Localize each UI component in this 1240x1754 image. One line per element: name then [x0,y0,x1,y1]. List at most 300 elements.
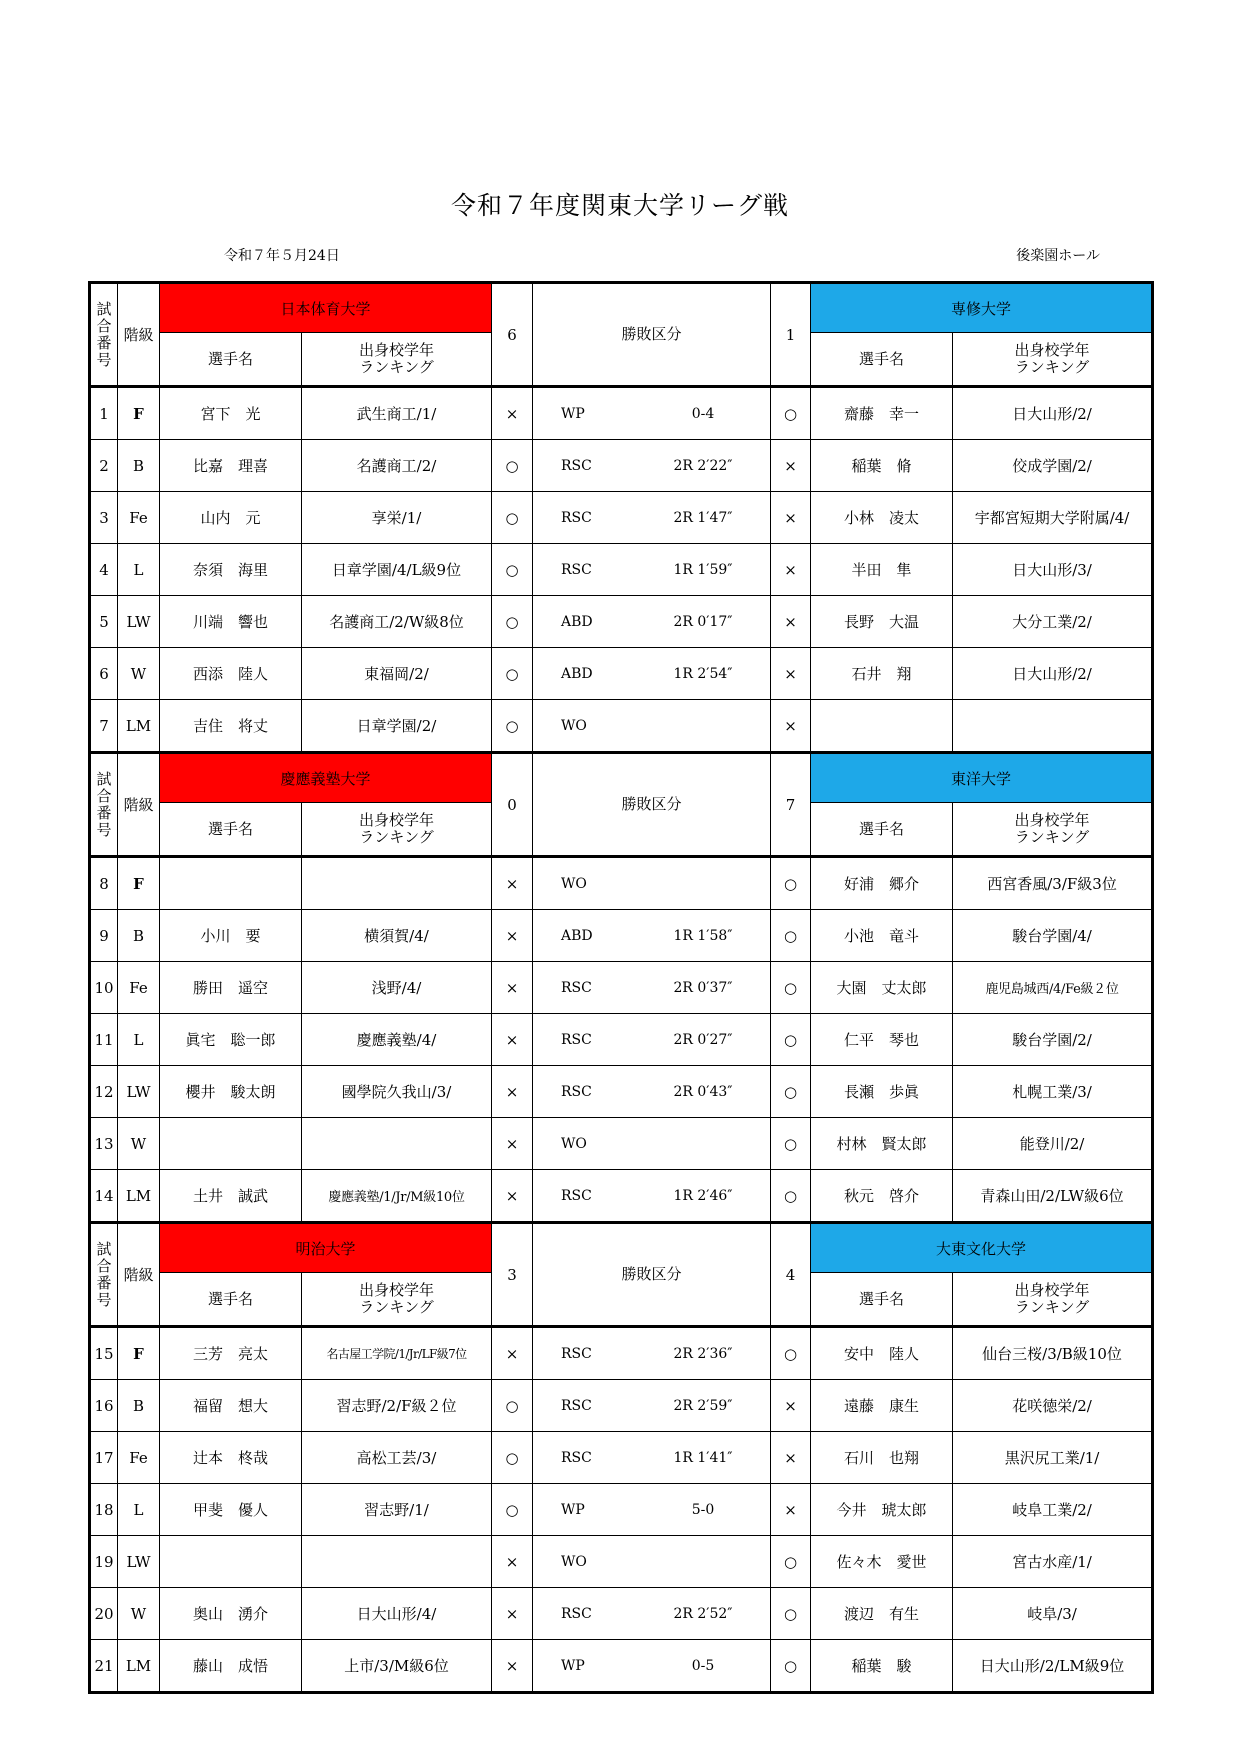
game-no-header: 試 合 番 号 [90,1223,118,1327]
right-player-school: 日大山形/3/ [953,544,1153,596]
result-value: 2R 0′17″ [673,613,733,630]
result-value: 1R 1′59″ [673,561,733,578]
result-detail [533,1118,771,1170]
school-header-line2: ランキング [1014,828,1090,846]
left-player-name: 勝田 遥空 [160,962,302,1014]
result-value: 1R 1′41″ [673,1449,733,1466]
left-player-name: 福留 想大 [160,1380,302,1432]
left-result-mark: × [492,1170,533,1223]
left-player-name: 眞宅 聡一郎 [160,1014,302,1066]
block-header-row [90,1223,1153,1273]
right-player-school: 大分工業/2/ [953,596,1153,648]
result-detail [533,1170,771,1223]
result-detail [533,648,771,700]
result-method: RSC [561,979,592,996]
right-player-school: 佼成学園/2/ [953,440,1153,492]
game-number: 7 [90,700,118,753]
right-result-mark: × [771,1484,811,1536]
left-player-school [302,1118,492,1170]
school-header [953,803,1153,857]
left-player-school: 慶應義塾/1/Jr/M級10位 [302,1170,492,1223]
left-player-name [160,1118,302,1170]
table-row [90,1588,1153,1640]
result-detail [533,1014,771,1066]
left-player-name: 吉住 将丈 [160,700,302,753]
school-header-line1: 出身校学年 [359,811,435,829]
table-row [90,962,1153,1014]
right-player-name: 仁平 琴也 [811,1014,953,1066]
result-method: RSC [561,457,592,474]
left-result-mark: ○ [492,700,533,753]
result-value: 2R 0′27″ [673,1031,733,1048]
result-value: 1R 1′58″ [673,927,733,944]
table-row [90,492,1153,544]
left-player-school: 日章学園/4/L級9位 [302,544,492,596]
right-team-name: 東洋大学 [811,753,1153,803]
weight-class: LM [118,700,160,753]
school-header-line1: 出身校学年 [1014,1281,1090,1299]
result-method: WO [561,875,587,892]
school-header [302,803,492,857]
weight-class: F [118,1327,160,1380]
right-team-score: 7 [771,753,811,857]
weight-class: F [118,857,160,910]
results-table [88,281,1154,1694]
right-player-name: 好浦 郷介 [811,857,953,910]
result-method: WO [561,717,587,734]
result-method: RSC [561,1031,592,1048]
left-result-mark: × [492,1327,533,1380]
left-player-school: 武生商工/1/ [302,387,492,440]
left-result-mark: × [492,1014,533,1066]
school-header-line2: ランキング [359,828,434,846]
right-player-name: 村林 賢太郎 [811,1118,953,1170]
right-result-mark: ○ [771,1118,811,1170]
result-method: ABD [561,927,593,944]
left-team-name: 日本体育大学 [160,283,492,333]
result-detail [533,700,771,753]
table-row [90,440,1153,492]
left-team-score: 3 [492,1223,533,1327]
game-number: 21 [90,1640,118,1693]
table-row [90,1066,1153,1118]
left-player-school: 習志野/1/ [302,1484,492,1536]
result-value: 2R 2′22″ [673,457,733,474]
block-header-row [90,753,1153,803]
right-player-name: 今井 琥太郎 [811,1484,953,1536]
result-method: WP [561,1657,585,1674]
left-result-mark: ○ [492,1432,533,1484]
right-result-mark: × [771,544,811,596]
result-detail [533,1327,771,1380]
table-row [90,1484,1153,1536]
table-row [90,544,1153,596]
left-result-mark: × [492,857,533,910]
right-result-mark: ○ [771,1014,811,1066]
result-method: ABD [561,613,593,630]
weight-class: W [118,648,160,700]
left-player-school: 東福岡/2/ [302,648,492,700]
page-title: 令和７年度関東大学リーグ戦 [450,191,789,220]
game-no-header: 試 合 番 号 [90,283,118,387]
weight-class: Fe [118,962,160,1014]
left-result-mark: ○ [492,1484,533,1536]
school-header-line1: 出身校学年 [1014,811,1090,829]
player-name-header: 選手名 [160,803,302,857]
game-number: 15 [90,1327,118,1380]
school-header [953,333,1153,387]
table-row [90,857,1153,910]
result-value: 2R 2′36″ [673,1345,733,1362]
left-player-name: 奈須 海里 [160,544,302,596]
game-number: 8 [90,857,118,910]
result-value: 2R 0′43″ [673,1083,733,1100]
school-header [953,1273,1153,1327]
left-result-mark: ○ [492,544,533,596]
result-detail [533,1588,771,1640]
result-value: 2R 1′47″ [673,509,733,526]
right-player-name: 半田 隼 [811,544,953,596]
game-number: 6 [90,648,118,700]
event-venue: 後楽園ホール [1016,248,1100,264]
result-type-header: 勝敗区分 [533,753,771,857]
school-header-line1: 出身校学年 [359,1281,435,1299]
right-player-name: 小池 竜斗 [811,910,953,962]
game-no-header: 試 合 番 号 [90,753,118,857]
left-player-name: 川端 響也 [160,596,302,648]
result-detail [533,544,771,596]
player-name-header: 選手名 [811,333,953,387]
right-result-mark: ○ [771,1327,811,1380]
left-result-mark: × [492,387,533,440]
result-detail [533,1536,771,1588]
table-row [90,1640,1153,1693]
result-method: WO [561,1135,587,1152]
weight-class: L [118,544,160,596]
table-row [90,387,1153,440]
school-header-line2: ランキング [359,1298,434,1316]
table-row [90,910,1153,962]
game-number: 17 [90,1432,118,1484]
player-name-header: 選手名 [811,803,953,857]
event-date: 令和７年５月24日 [224,248,340,264]
left-player-name: 山内 元 [160,492,302,544]
right-result-mark: ○ [771,387,811,440]
left-team-name: 明治大学 [160,1223,492,1273]
game-number: 13 [90,1118,118,1170]
left-team-name: 慶應義塾大学 [160,753,492,803]
result-detail [533,387,771,440]
right-result-mark: ○ [771,1170,811,1223]
result-method: WP [561,1501,585,1518]
game-number: 18 [90,1484,118,1536]
left-player-name [160,1536,302,1588]
result-detail [533,596,771,648]
left-player-name: 櫻井 駿太朗 [160,1066,302,1118]
game-number: 12 [90,1066,118,1118]
left-player-school [302,1536,492,1588]
result-detail [533,857,771,910]
right-player-name: 秋元 啓介 [811,1170,953,1223]
right-result-mark: × [771,596,811,648]
left-result-mark: × [492,1588,533,1640]
right-player-school: 西宮香風/3/F級3位 [953,857,1153,910]
right-result-mark: × [771,440,811,492]
weight-class: Fe [118,1432,160,1484]
right-player-name: 佐々木 愛世 [811,1536,953,1588]
weight-class: L [118,1484,160,1536]
left-player-school [302,857,492,910]
school-header-line1: 出身校学年 [1014,341,1090,359]
left-player-school: 日大山形/4/ [302,1588,492,1640]
result-value: 0-4 [691,405,715,422]
weight-class-header: 階級 [118,1223,160,1327]
right-player-school: 岐阜/3/ [953,1588,1153,1640]
result-method: ABD [561,665,593,682]
game-number: 2 [90,440,118,492]
right-player-school: 能登川/2/ [953,1118,1153,1170]
game-number: 5 [90,596,118,648]
game-number: 19 [90,1536,118,1588]
table-row [90,648,1153,700]
left-team-score: 6 [492,283,533,387]
game-number: 1 [90,387,118,440]
left-player-school: 習志野/2/F級２位 [302,1380,492,1432]
right-result-mark: ○ [771,962,811,1014]
table-row [90,700,1153,753]
right-result-mark: ○ [771,1066,811,1118]
school-header [302,1273,492,1327]
weight-class: LW [118,1066,160,1118]
left-result-mark: × [492,910,533,962]
right-player-school: 花咲徳栄/2/ [953,1380,1153,1432]
right-result-mark: × [771,492,811,544]
game-number: 11 [90,1014,118,1066]
left-player-name [160,857,302,910]
table-row [90,1327,1153,1380]
right-player-school: 駿台学園/2/ [953,1014,1153,1066]
left-player-school: 享栄/1/ [302,492,492,544]
right-player-name: 安中 陸人 [811,1327,953,1380]
left-result-mark: ○ [492,440,533,492]
right-team-score: 1 [771,283,811,387]
right-team-score: 4 [771,1223,811,1327]
right-player-school: 日大山形/2/ [953,387,1153,440]
left-player-school: 浅野/4/ [302,962,492,1014]
weight-class: L [118,1014,160,1066]
table-row [90,596,1153,648]
right-result-mark: ○ [771,1640,811,1693]
right-result-mark: ○ [771,857,811,910]
left-result-mark: ○ [492,648,533,700]
left-player-school: 國學院久我山/3/ [302,1066,492,1118]
left-player-name: 西添 陸人 [160,648,302,700]
result-method: RSC [561,509,592,526]
left-player-name: 三芳 亮太 [160,1327,302,1380]
left-player-name: 土井 誠武 [160,1170,302,1223]
right-player-school: 仙台三桜/3/B級10位 [953,1327,1153,1380]
result-value: 2R 2′52″ [673,1605,733,1622]
left-result-mark: ○ [492,596,533,648]
right-player-school: 宮古水産/1/ [953,1536,1153,1588]
left-player-name: 宮下 光 [160,387,302,440]
weight-class: W [118,1588,160,1640]
result-method: RSC [561,1605,592,1622]
player-name-header: 選手名 [811,1273,953,1327]
weight-class: Fe [118,492,160,544]
result-type-header: 勝敗区分 [533,283,771,387]
weight-class-header: 階級 [118,283,160,387]
school-header-line2: ランキング [359,358,434,376]
left-result-mark: × [492,962,533,1014]
result-method: RSC [561,1345,592,1362]
weight-class: W [118,1118,160,1170]
right-result-mark: ○ [771,910,811,962]
school-header-line2: ランキング [1014,1298,1090,1316]
result-value: 2R 0′37″ [673,979,733,996]
left-result-mark: ○ [492,1380,533,1432]
left-result-mark: × [492,1536,533,1588]
result-detail [533,440,771,492]
right-player-school: 岐阜工業/2/ [953,1484,1153,1536]
game-number: 10 [90,962,118,1014]
table-row [90,1536,1153,1588]
left-player-school: 高松工芸/3/ [302,1432,492,1484]
result-method: RSC [561,561,592,578]
weight-class: LW [118,1536,160,1588]
left-player-name: 辻本 柊哉 [160,1432,302,1484]
result-method: WP [561,405,585,422]
result-method: RSC [561,1397,592,1414]
right-player-school: 日大山形/2/ [953,648,1153,700]
left-player-school: 横須賀/4/ [302,910,492,962]
weight-class: B [118,1380,160,1432]
weight-class: B [118,910,160,962]
left-player-school: 名古屋工学院/1/Jr/LF級7位 [302,1327,492,1380]
left-result-mark: × [492,1640,533,1693]
left-result-mark: × [492,1118,533,1170]
result-detail [533,962,771,1014]
game-number: 9 [90,910,118,962]
weight-class-header: 階級 [118,753,160,857]
result-detail [533,1380,771,1432]
left-result-mark: × [492,1066,533,1118]
result-value: 5-0 [691,1501,715,1518]
right-result-mark: ○ [771,1588,811,1640]
table-row [90,1118,1153,1170]
result-detail [533,1640,771,1693]
table-row [90,1170,1153,1223]
table-row [90,1380,1153,1432]
left-player-school: 慶應義塾/4/ [302,1014,492,1066]
result-detail [533,1066,771,1118]
right-player-name: 稲葉 脩 [811,440,953,492]
right-player-school: 駿台学園/4/ [953,910,1153,962]
game-number: 16 [90,1380,118,1432]
right-result-mark: × [771,700,811,753]
game-number: 4 [90,544,118,596]
left-result-mark: ○ [492,492,533,544]
right-player-name: 石井 翔 [811,648,953,700]
right-result-mark: ○ [771,1536,811,1588]
weight-class: LW [118,596,160,648]
result-method: WO [561,1553,587,1570]
left-player-school: 名護商工/2/W級8位 [302,596,492,648]
right-player-name: 大園 丈太郎 [811,962,953,1014]
right-player-name: 齋藤 幸一 [811,387,953,440]
right-player-name: 長瀬 歩眞 [811,1066,953,1118]
right-player-name: 長野 大温 [811,596,953,648]
right-player-school: 青森山田/2/LW級6位 [953,1170,1153,1223]
result-detail [533,910,771,962]
left-player-name: 小川 要 [160,910,302,962]
result-method: RSC [561,1449,592,1466]
school-header [302,333,492,387]
result-method: RSC [561,1187,592,1204]
player-name-header: 選手名 [160,333,302,387]
game-number: 14 [90,1170,118,1223]
right-player-school: 日大山形/2/LM級9位 [953,1640,1153,1693]
result-method: RSC [561,1083,592,1100]
weight-class: F [118,387,160,440]
result-detail [533,1484,771,1536]
left-team-score: 0 [492,753,533,857]
left-player-name: 比嘉 理喜 [160,440,302,492]
right-player-name: 稲葉 駿 [811,1640,953,1693]
right-team-name: 専修大学 [811,283,1153,333]
school-header-line2: ランキング [1014,358,1090,376]
game-number: 20 [90,1588,118,1640]
right-player-school: 宇都宮短期大学附属/4/ [953,492,1153,544]
weight-class: B [118,440,160,492]
result-detail [533,1432,771,1484]
table-row [90,1432,1153,1484]
result-value: 1R 2′54″ [673,665,733,682]
table-row [90,1014,1153,1066]
player-name-header: 選手名 [160,1273,302,1327]
left-player-school: 上市/3/M級6位 [302,1640,492,1693]
left-player-name: 奥山 湧介 [160,1588,302,1640]
right-player-name: 渡辺 有生 [811,1588,953,1640]
block-header-row [90,283,1153,333]
right-result-mark: × [771,1432,811,1484]
right-player-name: 小林 凌太 [811,492,953,544]
result-value: 1R 2′46″ [673,1187,733,1204]
left-player-name: 藤山 成悟 [160,1640,302,1693]
school-header-line1: 出身校学年 [359,341,435,359]
result-value: 2R 2′59″ [673,1397,733,1414]
right-player-school [953,700,1153,753]
right-player-school: 鹿児島城西/4/Fe級２位 [953,962,1153,1014]
game-number: 3 [90,492,118,544]
right-player-name: 遠藤 康生 [811,1380,953,1432]
left-player-school: 名護商工/2/ [302,440,492,492]
result-detail [533,492,771,544]
right-player-school: 黒沢尻工業/1/ [953,1432,1153,1484]
right-team-name: 大東文化大学 [811,1223,1153,1273]
weight-class: LM [118,1640,160,1693]
result-type-header: 勝敗区分 [533,1223,771,1327]
left-player-name: 甲斐 優人 [160,1484,302,1536]
right-result-mark: × [771,648,811,700]
left-player-school: 日章学園/2/ [302,700,492,753]
result-value: 0-5 [691,1657,715,1674]
right-player-name: 石川 也翔 [811,1432,953,1484]
right-player-name [811,700,953,753]
right-result-mark: × [771,1380,811,1432]
weight-class: LM [118,1170,160,1223]
right-player-school: 札幌工業/3/ [953,1066,1153,1118]
